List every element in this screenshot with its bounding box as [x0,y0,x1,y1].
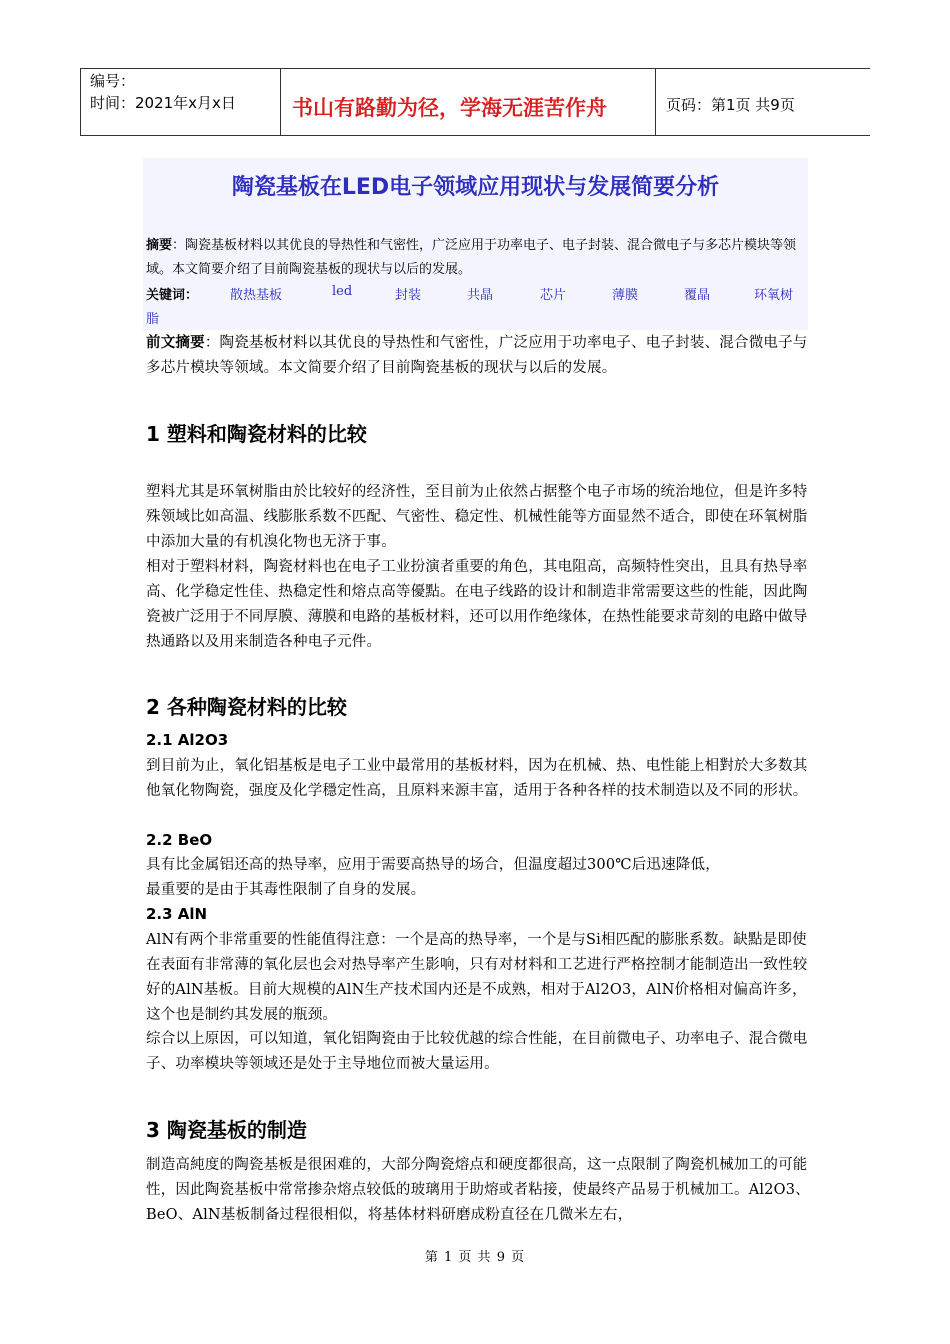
section-1-heading: 1 塑料和陶瓷材料的比较 [146,422,367,446]
abstract-text: ：陶瓷基板材料以其优良的导热性和气密性，广泛应用于功率电子、电子封装、混合微电子与多芯片模块等领域。本文简要介绍了目前陶瓷基板的现状与以后的发展。 [146,238,797,277]
section-1-paragraph-1: 塑料尤其是环氧树脂由於比较好的经济性，至目前为止依然占据整个电子市场的统治地位，但是许多特殊领域比如高温、线膨胀系数不匹配、气密性、稳定性、机械性能等方面显然不适合，即使在环氧树脂中添加大量的有机溴化物也无济于事。 [146,484,808,550]
section-2-1-text: 到目前为止，氧化铝基板是电子工业中最常用的基板材料，因为在机械、热、电性能上相對於大多数其他氧化物陶瓷，强度及化学穩定性高，且原料来源丰富，适用于各种各样的技术制造以及不同的形状。 [146,758,808,799]
keyword-item: 封装 [395,288,422,303]
header-time-label: 时间：2021年x月x日 [90,94,236,112]
preface-text: ：陶瓷基板材料以其优良的导热性和气密性，广泛应用于功率电子、电子封装、混合微电子与多芯片模块等领域。本文简要介绍了目前陶瓷基板的现状与以后的发展。 [146,335,808,376]
section-2-summary: 综合以上原因，可以知道，氧化铝陶瓷由于比较优越的综合性能，在目前微电子、功率电子、混合微电子、功率模块等领域还是处于主导地位而被大量运用。 [146,1031,808,1072]
keyword-item: 散热基板 [230,288,283,303]
preface-label: 前文摘要 [146,335,205,351]
header-number-label: 编号： [90,72,136,90]
section-2-2-heading: 2.2 BeO [146,831,213,849]
section-2-2-text [146,853,810,903]
section-1-paragraph-2: 相对于塑料材料，陶瓷材料也在电子工业扮演者重要的角色，其电阻高，高频特性突出，且具有热导率高、化学稳定性佳、热稳定性和熔点高等優點。在电子线路的设计和制造非常需要这些的性能，因此陶瓷被广泛用于不同厚膜、薄膜和电路的基板材料，还可以用作绝缘体，在热性能要求苛刻的电路中做导热通路以及用来制造各种电子元件。 [146,559,808,650]
abstract-label: 摘要 [146,238,173,253]
header-divider-2 [280,68,281,136]
header-page-info: 页码：第1页 共9页 [666,96,795,114]
document-title: 陶瓷基板在LED电子领域应用现状与发展简要分析 [231,175,720,200]
page-footer: 第 1 页 共 9 页 [424,1250,526,1265]
keyword-item: 环氧树 [754,288,794,303]
keyword-item: led [332,284,353,299]
section-3-heading: 3 陶瓷基板的制造 [146,1118,307,1142]
header-meta [90,70,236,114]
keyword-item: 共晶 [467,288,494,303]
header-divider-3 [655,68,656,136]
section-3-paragraph-1: 制造高純度的陶瓷基板是很困难的，大部分陶瓷熔点和硬度都很高，这一点限制了陶瓷机械加工的可能性，因此陶瓷基板中常常掺杂熔点较低的玻璃用于助熔或者粘接，使最终产品易于机械加工。Al2O3、BeO、AlN基板制备过程很相似，将基体材料研磨成粉直径在几微米左右， [146,1157,810,1223]
section-2-2-line-1: 具有比金属铝还高的热导率，应用于需要高热导的场合，但温度超过300℃后迅速降低， [146,857,720,873]
section-2-heading: 2 各种陶瓷材料的比较 [146,695,347,719]
keyword-item: 芯片 [540,288,567,303]
abstract [146,234,810,282]
preface [146,331,810,381]
keyword-item: 脂 [146,312,160,327]
section-2-2-line-2: 最重要的是由于其毒性限制了自身的发展。 [146,882,426,898]
header-top-rule [80,68,870,69]
section-2-1-heading: 2.1 Al2O3 [146,731,229,749]
header-motto: 书山有路勤为径，学海无涯苦作舟 [292,96,607,120]
section-2-3-heading: 2.3 AlN [146,905,208,923]
keywords-label: 关键词： [146,288,199,303]
keyword-item: 薄膜 [612,288,639,303]
keyword-item: 覆晶 [684,288,711,303]
header-divider-1 [80,68,81,136]
header-bottom-rule [80,135,870,136]
section-2-3-text: AlN有两个非常重要的性能值得注意：一个是高的热导率，一个是与Si相匹配的膨胀系数。缺點是即使在表面有非常薄的氧化层也会对热导率产生影响，只有对材料和工艺进行严格控制才能制造出一致性较好的AlN基板。目前大规模的AlN生产技术国内还是不成熟，相对于Al2O3，AlN价格相对偏高许多，这个也是制约其发展的瓶颈。 [146,932,808,1023]
